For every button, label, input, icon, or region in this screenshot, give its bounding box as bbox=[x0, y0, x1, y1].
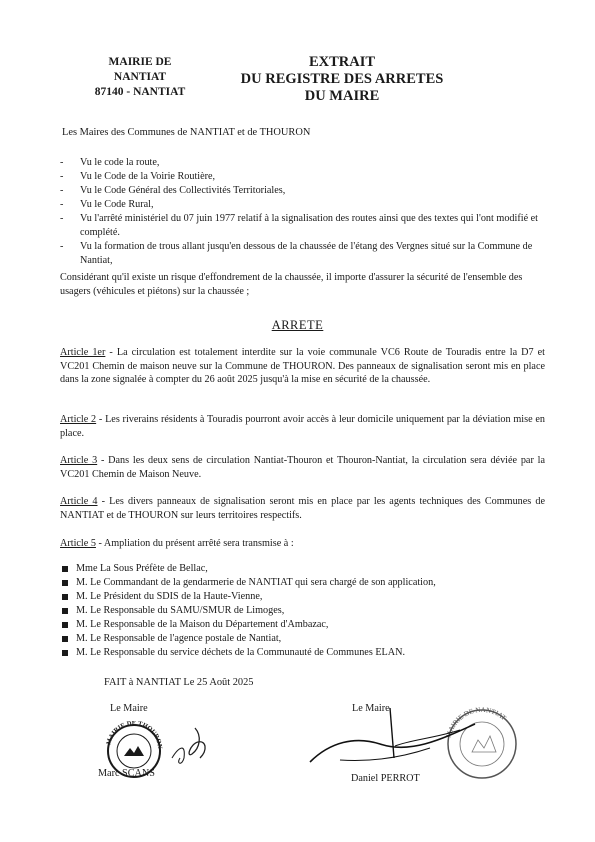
visa-item: - Vu l'arrêté ministériel du 07 juin 1977 relatif à la signalisation des routes ainsi que des textes qui l'ont modifié et complété. bbox=[60, 212, 550, 240]
right-signatory-name: Daniel PERROT bbox=[351, 773, 420, 784]
document-title bbox=[232, 54, 452, 105]
article-text: - Dans les deux sens de circulation Nantiat-Thouron et Thouron-Nantiat, la circulation sera déviée par la VC201 Chemin de Maison Neuve. bbox=[60, 455, 545, 480]
article-label: Article 3 bbox=[60, 455, 98, 466]
nantiat-seal-stamp bbox=[300, 700, 520, 780]
article-label: Article 1er bbox=[60, 347, 106, 358]
ampliation-item: M. Le Responsable du service déchets de la Communauté de Communes ELAN. bbox=[60, 646, 540, 660]
article-text: - La circulation est totalement interdite sur la voie communale VC6 Route de Touradis entre la D7 et VC201 Chemin de maison neuve sur la Commune de THOURON. Des panneaux de signalisation seront mis en place dans la zone signalée à compter du 26 août 2025 jusqu'à la mise en sécurité de la chaussée. bbox=[60, 347, 546, 385]
mairie-name-line2: NANTIAT bbox=[113, 71, 167, 83]
article-label: Article 4 bbox=[60, 496, 98, 507]
article-text: - Les divers panneaux de signalisation seront mis en place par les agents techniques des Communes de NANTIAT et de THOURON sur leurs territoires respectifs. bbox=[60, 496, 546, 521]
ampliation-item: M. Le Responsable du SAMU/SMUR de Limoges, bbox=[60, 604, 540, 618]
intro-text: Les Maires des Communes de NANTIAT et de THOURON bbox=[62, 127, 311, 138]
article-text: - Les riverains résidents à Touradis pourront avoir accès à leur domicile uniquement par la déviation mise en place. bbox=[60, 414, 546, 439]
article-1 bbox=[60, 346, 545, 387]
visa-item: - Vu le Code Rural, bbox=[60, 198, 550, 212]
mairie-header bbox=[50, 55, 230, 100]
left-signatory-name: Marc SCANS bbox=[98, 768, 155, 779]
right-signatory-title: Le Maire bbox=[352, 703, 390, 714]
visa-item: - Vu le code la route, bbox=[60, 156, 550, 170]
article-3 bbox=[60, 454, 545, 481]
ampliation-item: M. Le Responsable de l'agence postale de Nantiat, bbox=[60, 632, 540, 646]
ampliation-item: M. Le Responsable de la Maison du Département d'Ambazac, bbox=[60, 618, 540, 632]
article-5 bbox=[60, 537, 545, 551]
article-2 bbox=[60, 413, 545, 440]
visa-item: - Vu le Code de la Voirie Routière, bbox=[60, 170, 550, 184]
fait-date-line: FAIT à NANTIAT Le 25 Août 2025 bbox=[104, 677, 254, 688]
title-line3: DU MAIRE bbox=[304, 88, 380, 104]
ampliation-item: Mme La Sous Préfète de Bellac, bbox=[60, 562, 540, 576]
arrete-heading-label: ARRETE bbox=[271, 318, 324, 332]
article-text: - Ampliation du présent arrêté sera transmise à : bbox=[95, 538, 294, 549]
ampliation-item: M. Le Président du SDIS de la Haute-Vienne, bbox=[60, 590, 540, 604]
title-line2: DU REGISTRE DES ARRETES bbox=[240, 71, 444, 87]
mairie-name-line1: MAIRIE DE bbox=[108, 56, 172, 68]
visa-list bbox=[60, 156, 550, 268]
article-label: Article 2 bbox=[60, 414, 97, 425]
left-signatory-title: Le Maire bbox=[110, 703, 148, 714]
title-line1: EXTRAIT bbox=[308, 54, 376, 70]
svg-text:MAIRIE DE NANTIAT: MAIRIE DE NANTIAT bbox=[444, 705, 508, 739]
ampliation-item: M. Le Commandant de la gendarmerie de NANTIAT qui sera chargé de son application, bbox=[60, 576, 540, 590]
mairie-address: 87140 - NANTIAT bbox=[94, 86, 186, 98]
considerant-text: Considérant qu'il existe un risque d'effondrement de la chaussée, il importe d'assurer la sécurité de l'ensemble des usagers (véhicules et piétons) sur la chaussée ; bbox=[60, 272, 523, 297]
article-label: Article 5 bbox=[60, 538, 96, 549]
article-4 bbox=[60, 495, 545, 522]
visa-item: - Vu la formation de trous allant jusqu'en dessous de la chaussée de l'étang des Vergnes situé sur la Commune de Nantiat, bbox=[60, 240, 550, 268]
svg-text:MAIRIE DE THOURON: MAIRIE DE THOURON bbox=[105, 719, 164, 750]
ampliation-list bbox=[60, 562, 540, 660]
visa-item: - Vu le Code Général des Collectivités Territoriales, bbox=[60, 184, 550, 198]
arrete-heading bbox=[0, 318, 595, 333]
